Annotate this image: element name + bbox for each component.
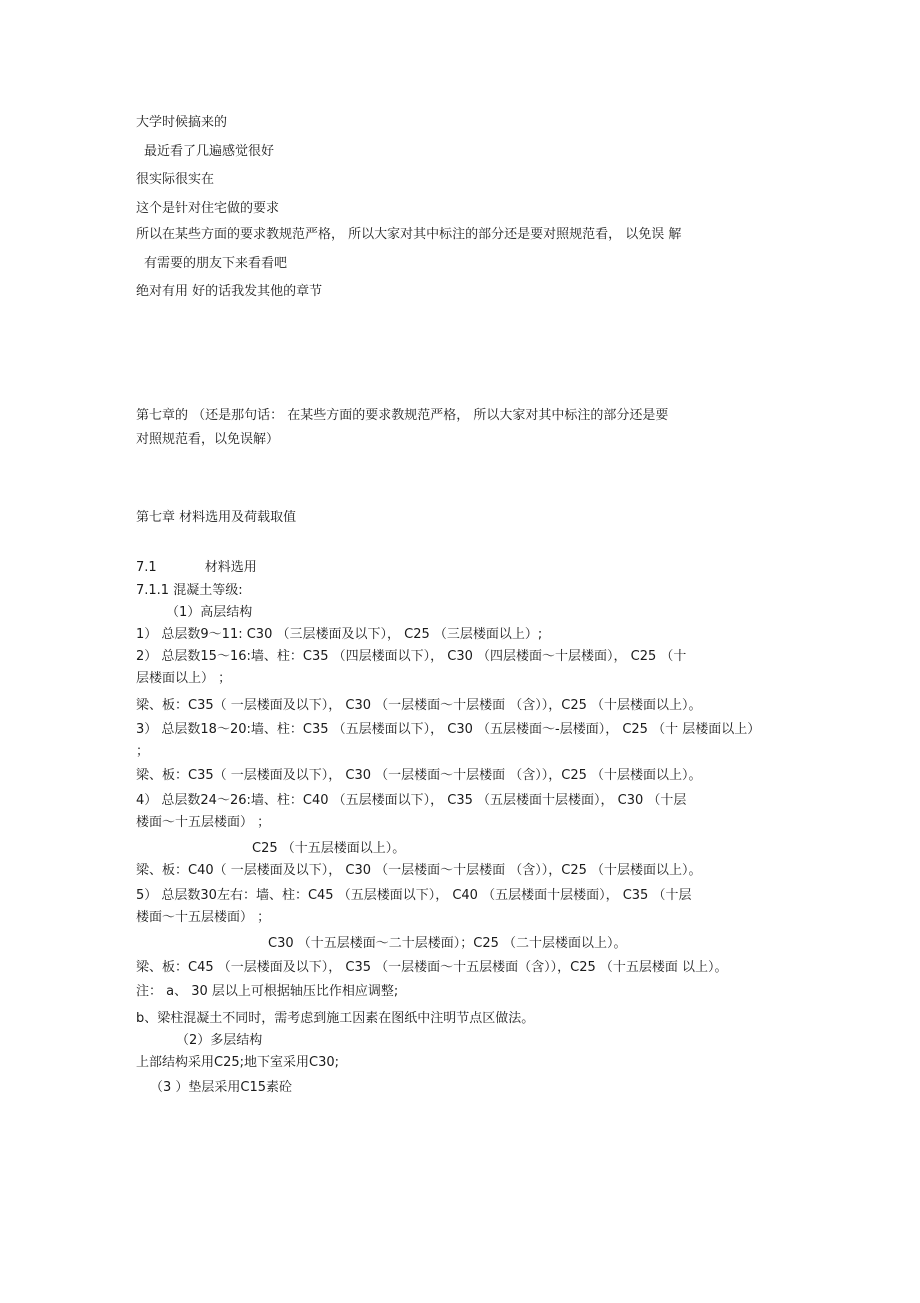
spec-line: 5） 总层数30左右：墙、柱：C45 （五层楼面以下）， C40 （五层楼面十层楼面）， C35 （十层 xyxy=(136,888,692,903)
spec-line: 梁、板：C40（ 一层楼面及以下）， C30 （一层楼面～十层楼面 （含）），C25 （十层楼面以上）。 xyxy=(136,863,702,878)
spec-line: 1） 总层数9～11: C30 （三层楼面及以下）， C25 （三层楼面以上）; xyxy=(136,627,543,642)
intro-line: 最近看了几遍感觉很好 xyxy=(144,144,275,159)
spec-line: 3） 总层数18～20:墙、柱：C35 （五层楼面以下）， C30 （五层楼面～-层楼面）， C25 （十 层楼面以上） xyxy=(136,722,761,737)
spec-line: b、梁柱混凝土不同时，需考虑到施工因素在图纸中注明节点区做法。 xyxy=(136,1011,535,1026)
spec-line: C30 （十五层楼面～二十层楼面）；C25 （二十层楼面以上）。 xyxy=(268,936,627,951)
chapter-title: 第七章 材料选用及荷载取值 xyxy=(136,510,297,525)
spec-line: 注： a、 30 层以上可根据轴压比作相应调整; xyxy=(136,984,399,999)
spec-line: 梁、板：C35（ 一层楼面及以下）， C30 （一层楼面～十层楼面 （含）），C25 （十层楼面以上）。 xyxy=(136,768,702,783)
subsection-heading: 7.1.1 混凝土等级: xyxy=(136,583,243,598)
spec-line: （3 ）垫层采用C15素砼 xyxy=(150,1080,293,1095)
spec-line: C25 （十五层楼面以上）。 xyxy=(252,841,406,856)
spec-line: 上部结构采用C25;地下室采用C30; xyxy=(136,1055,339,1070)
spec-line: 2） 总层数15～16:墙、柱：C35 （四层楼面以下）， C30 （四层楼面～十层楼面）， C25 （十 xyxy=(136,649,687,664)
spec-line: 4） 总层数24～26:墙、柱：C40 （五层楼面以下）， C35 （五层楼面十层楼面）， C30 （十层 xyxy=(136,793,687,808)
intro-line: 大学时候搞来的 xyxy=(136,115,228,130)
spec-line: 梁、板：C35（ 一层楼面及以下）， C30 （一层楼面～十层楼面 （含）），C25 （十层楼面以上）。 xyxy=(136,698,702,713)
note-line: 第七章的 （还是那句话： 在某些方面的要求教规范严格， 所以大家对其中标注的部分还是要 xyxy=(136,408,669,423)
spec-line: 楼面～十五层楼面） ； xyxy=(136,910,271,925)
intro-line: 有需要的朋友下来看看吧 xyxy=(144,256,288,271)
intro-line: 绝对有用 好的话我发其他的章节 xyxy=(136,284,323,299)
spec-line: （1）高层结构 xyxy=(166,605,253,620)
spec-line: 层楼面以上） ； xyxy=(136,671,232,686)
spec-line: 梁、板：C45 （一层楼面及以下）， C35 （一层楼面～十五层楼面（含）），C25 （十五层楼面 以上）。 xyxy=(136,960,728,975)
spec-line: 楼面～十五层楼面） ； xyxy=(136,815,271,830)
section-heading xyxy=(136,559,257,577)
spec-line: （2）多层结构 xyxy=(176,1033,263,1048)
section-number: 7.1 xyxy=(136,560,157,575)
intro-line: 所以在某些方面的要求教规范严格， 所以大家对其中标注的部分还是要对照规范看， 以免误 解 xyxy=(136,227,682,242)
intro-line: 这个是针对住宅做的要求 xyxy=(136,201,280,216)
intro-line: 很实际很实在 xyxy=(136,172,215,187)
spec-line: ； xyxy=(136,744,150,759)
note-line: 对照规范看，以免误解） xyxy=(136,432,280,447)
section-title: 材料选用 xyxy=(204,560,257,575)
